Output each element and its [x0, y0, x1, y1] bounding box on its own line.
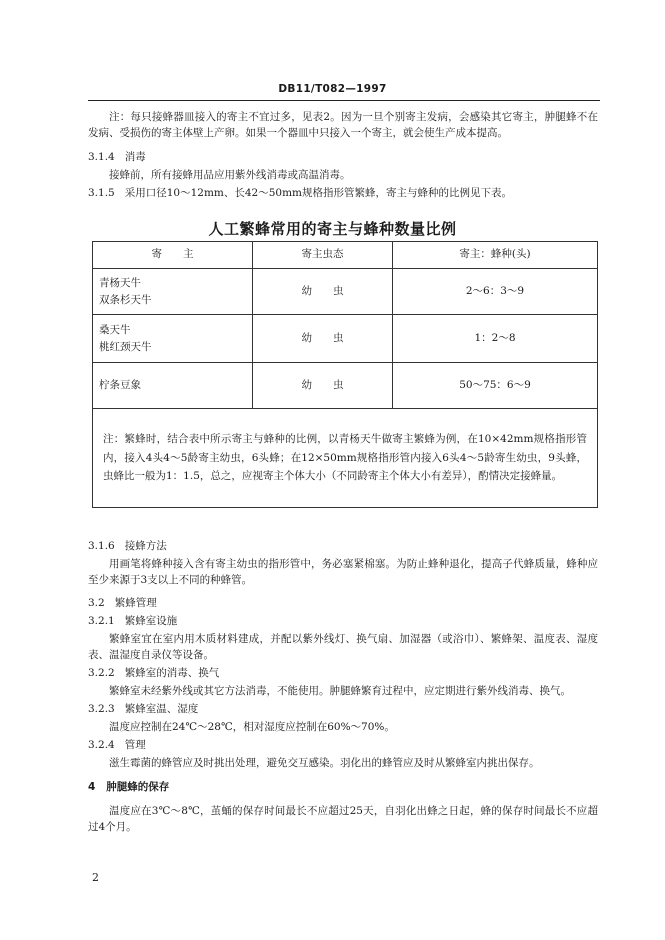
- section-3-2-1-text: 繁蜂室宜在室内用木质材料建成，并配以紫外线灯、换气扇、加湿器（或浴巾）、繁蜂架、温度表、湿度表、温湿度自录仪等设备。: [88, 633, 598, 661]
- host-cell: [93, 363, 253, 409]
- stage-cell: 幼 虫: [253, 363, 393, 409]
- section-4-heading: [88, 780, 169, 796]
- host-name: 柠条豆象: [99, 379, 141, 392]
- host-name: 双条杉天牛: [99, 293, 152, 306]
- section-number: 3.2.1: [88, 615, 115, 627]
- stage-cell: 幼 虫: [253, 269, 393, 315]
- section-number: 3.1.5: [88, 187, 115, 199]
- section-title: 繁蜂室设施: [124, 615, 178, 627]
- section-3-1-5: [88, 186, 512, 202]
- section-title: 繁蜂管理: [114, 597, 157, 609]
- stage-cell: 幼 虫: [253, 315, 393, 363]
- header-rule: [88, 100, 600, 101]
- section-text: 采用口径10～12mm、长42～50mm规格指形管繁蜂，寄主与蜂种的比例见下表。: [124, 187, 513, 199]
- column-header-host: 寄 主: [93, 242, 253, 269]
- ratio-cell: 50～75：6～9: [393, 363, 598, 409]
- section-title: 繁蜂室温、湿度: [124, 703, 199, 715]
- column-header-stage: 寄主虫态: [253, 242, 393, 269]
- table-row: [93, 269, 598, 315]
- table-header-row: [93, 242, 598, 269]
- section-3-2-4-text: 滋生霉菌的蜂管应及时挑出处理，避免交互感染。羽化出的蜂管应及时从繁蜂室内挑出保存。: [109, 757, 540, 769]
- ratio-cell: 2～6：3～9: [393, 269, 598, 315]
- table-note: 注：繁蜂时，结合表中所示寄主与蜂种的比例，以青杨天牛做寄主繁蜂为例，在10×42mm规格指形管内，接入4头4～5龄寄主幼虫，6头蜂；在12×50mm规格指形管内接入6头4～5龄寄生幼虫，9头蜂，虫蜂比一般为1：1.5，总之，应视寄主个体大小（不同龄寄主个体大小有差异），酌情决定接蜂量。: [93, 409, 598, 508]
- page-number: 2: [92, 871, 99, 884]
- section-title: 接蜂方法: [124, 540, 167, 552]
- table-title: 人工繁蜂常用的寄主与蜂种数量比例: [208, 220, 457, 238]
- host-name: 桑天牛: [99, 323, 131, 336]
- table-row: [93, 363, 598, 409]
- section-3-2-3-heading: [88, 702, 198, 718]
- table-row: [93, 315, 598, 363]
- ratio-cell: 1：2～8: [393, 315, 598, 363]
- section-3-2-3-text: 温度应控制在24℃～28℃，相对湿度应控制在60%～70%。: [109, 721, 395, 733]
- section-3-1-6-text: 用画笔将蜂种接入含有寄主幼虫的指形管中，务必塞紧棉塞。为防止蜂种退化，提高子代蜂质量，蜂种应至少来源于3支以上不同的种蜂管。: [88, 558, 598, 586]
- section-number: 4: [88, 781, 96, 793]
- section-title: 肿腿蜂的保存: [106, 781, 170, 793]
- section-number: 3.2: [88, 597, 105, 609]
- section-3-1-6-heading: [88, 539, 167, 555]
- host-name: 青杨天牛: [99, 276, 141, 289]
- section-3-2-2-heading: [88, 666, 219, 682]
- section-number: 3.2.4: [88, 739, 115, 751]
- section-title: 消毒: [124, 151, 146, 163]
- section-4-text: 温度应在3℃～8℃，茧蛹的保存时间最长不应超过25天，自羽化出蜂之日起，蜂的保存时间最长不应超过4个月。: [88, 805, 598, 833]
- section-3-2-1-heading: [88, 614, 177, 630]
- section-number: 3.2.3: [88, 703, 115, 715]
- section-3-2-heading: [88, 596, 157, 612]
- table-note-row: [93, 409, 598, 508]
- section-number: 3.1.4: [88, 151, 115, 163]
- section-3-2-4-heading: [88, 738, 146, 754]
- column-header-ratio: 寄主：蜂种(头): [393, 242, 598, 269]
- host-cell: [93, 315, 253, 363]
- section-3-1-4-text: 接蜂前，所有接蜂用品应用紫外线消毒或高温消毒。: [109, 169, 351, 181]
- host-cell: [93, 269, 253, 315]
- section-3-1-4-heading: [88, 150, 146, 166]
- section-3-2-2-text: 繁蜂室未经紫外线或其它方法消毒，不能使用。肿腿蜂繁育过程中，应定期进行紫外线消毒、换气。: [109, 685, 571, 697]
- section-title: 繁蜂室的消毒、换气: [124, 667, 220, 679]
- document-id: DB11/T082—1997: [278, 83, 387, 95]
- host-ratio-table: [92, 241, 598, 508]
- section-title: 管理: [124, 739, 146, 751]
- section-number: 3.1.6: [88, 540, 115, 552]
- host-name: 桃红颈天牛: [99, 340, 152, 353]
- section-number: 3.2.2: [88, 667, 115, 679]
- intro-note: 注：每只接蜂器皿接入的寄主不宜过多，见表2。因为一旦个别寄主发病，会感染其它寄主，肿腿蜂不在发病、受损伤的寄主体壁上产卵。如果一个器皿中只接入一个寄主，就会使生产成本提高。: [88, 111, 598, 139]
